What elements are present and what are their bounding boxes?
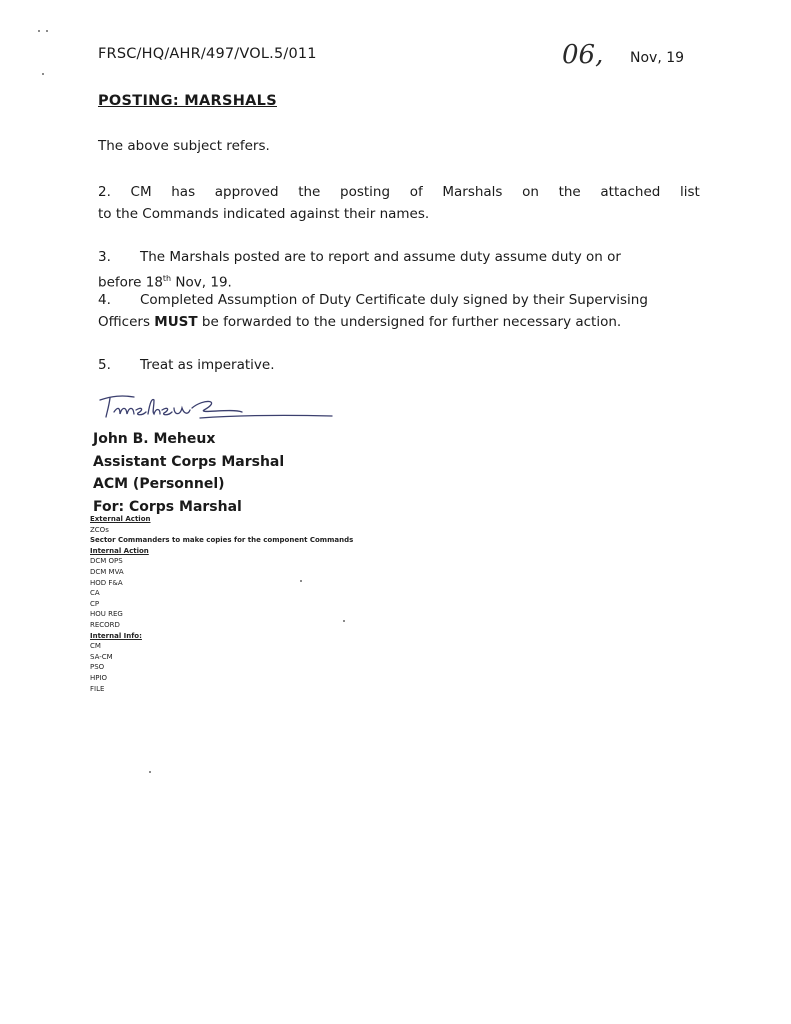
list-item: PSO bbox=[90, 663, 105, 672]
letter-date: Nov, 19 bbox=[630, 50, 685, 66]
paragraph-3 bbox=[98, 246, 658, 294]
paragraph-number: 2. bbox=[98, 184, 111, 200]
list-item: Sector Commanders to make copies for the component Commands bbox=[90, 536, 354, 545]
paragraph-number: 3. bbox=[98, 249, 111, 265]
signatory-for: For: Corps Marshal bbox=[93, 498, 242, 515]
list-item: DCM MVA bbox=[90, 567, 124, 576]
word: of bbox=[409, 184, 423, 200]
list-item: CP bbox=[90, 599, 100, 608]
paragraph-4-line-2-start: Officers bbox=[98, 314, 155, 330]
signatory-block bbox=[93, 428, 284, 518]
scan-speck bbox=[46, 30, 48, 32]
word: has bbox=[171, 184, 196, 200]
emphasis-must: MUST bbox=[154, 314, 198, 330]
word: CM bbox=[130, 184, 152, 200]
paragraph-2-line-1 bbox=[98, 181, 700, 203]
scan-speck bbox=[149, 771, 151, 773]
paragraph-3-line-1: The Marshals posted are to report and assume duty assume duty on or bbox=[140, 249, 621, 265]
word: on bbox=[522, 184, 539, 200]
list-item: HOD F&A bbox=[90, 578, 123, 587]
word: Marshals bbox=[442, 184, 503, 200]
paragraph-2 bbox=[98, 181, 700, 225]
paragraph-number: 5. bbox=[98, 357, 111, 373]
external-action-heading: External Action bbox=[90, 515, 151, 523]
subject-heading: POSTING: MARSHALS bbox=[98, 93, 277, 109]
paragraph-5-text: Treat as imperative. bbox=[140, 357, 275, 373]
signatory-role: ACM (Personnel) bbox=[93, 476, 225, 492]
word: the bbox=[558, 184, 581, 200]
internal-action-heading: Internal Action bbox=[90, 546, 149, 555]
paragraph-5 bbox=[98, 354, 275, 376]
word: posting bbox=[340, 184, 391, 200]
list-item: SA-CM bbox=[90, 652, 113, 661]
paragraph-3-line-2-start: before 18 bbox=[98, 274, 163, 291]
internal-info-heading: Internal Info: bbox=[90, 631, 142, 640]
signatory-name: John B. Meheux bbox=[93, 431, 216, 447]
word: the bbox=[298, 184, 321, 200]
word: attached bbox=[600, 184, 661, 200]
list-item: HPIO bbox=[90, 673, 108, 682]
list-item: FILE bbox=[90, 684, 105, 693]
list-item: RECORD bbox=[90, 620, 120, 629]
signatory-rank: Assistant Corps Marshal bbox=[93, 453, 285, 470]
word: list bbox=[680, 184, 700, 200]
paragraph-4 bbox=[98, 289, 688, 333]
handwritten-day: 06, bbox=[562, 40, 604, 70]
scan-speck bbox=[42, 73, 44, 75]
list-item: CM bbox=[90, 642, 101, 651]
scan-speck bbox=[38, 30, 40, 32]
list-item: DCM OPS bbox=[90, 557, 123, 566]
paragraph-2-line-2: to the Commands indicated against their names. bbox=[98, 206, 430, 222]
list-item: ZCOs bbox=[90, 525, 109, 534]
intro-paragraph: The above subject refers. bbox=[98, 138, 270, 154]
paragraph-3-line-2-end: Nov, 19. bbox=[171, 274, 232, 291]
reference-number: FRSC/HQ/AHR/497/VOL.5/011 bbox=[98, 46, 317, 62]
paragraph-number: 4. bbox=[98, 292, 111, 308]
list-item: CA bbox=[90, 589, 100, 598]
distribution-list bbox=[90, 514, 353, 694]
ordinal-suffix: th bbox=[162, 274, 172, 283]
paragraph-4-line-1: Completed Assumption of Duty Certificate duly signed by their Supervising bbox=[140, 292, 648, 308]
signature-graphic bbox=[92, 388, 342, 430]
paragraph-4-line-2-end: be forwarded to the undersigned for further necessary action. bbox=[197, 314, 622, 330]
list-item: HOU REG bbox=[90, 610, 123, 619]
word: approved bbox=[214, 184, 279, 200]
